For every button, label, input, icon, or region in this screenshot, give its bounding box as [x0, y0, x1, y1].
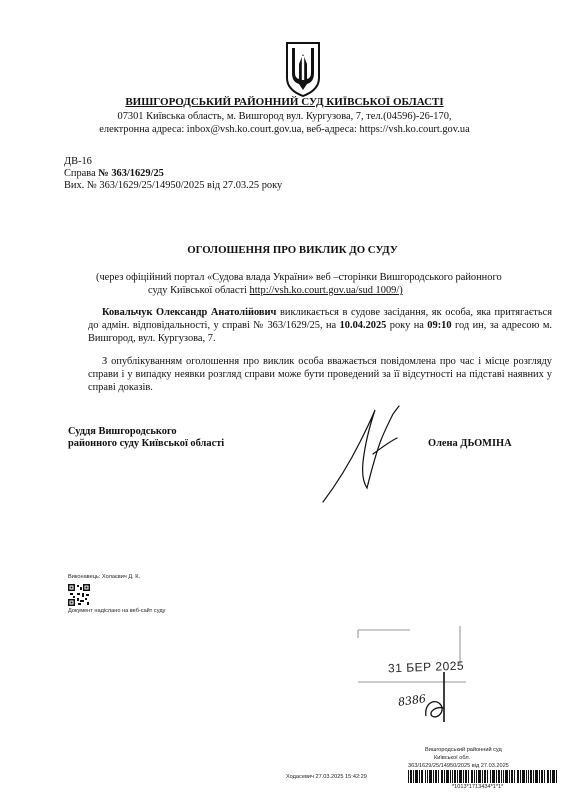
person-name: Ковальчук Олександр Анатолійович — [102, 307, 277, 318]
subtitle-line-1: (через офіційний портал «Судова влада України» веб –сторінки Вишгородського районного — [96, 272, 502, 283]
subtitle-line-2 — [148, 284, 403, 297]
document-title: ОГОЛОШЕННЯ ПРО ВИКЛИК ДО СУДУ — [187, 244, 398, 256]
summons-text-1: викликається в судове засідання, як особа, яка притягається до адмін. відповідальності, у справі № 363/1629/25, на — [88, 307, 552, 331]
qr-code — [68, 584, 90, 606]
outgoing-number: Вих. № 363/1629/25/14950/2025 від 27.03.25 року — [64, 180, 283, 191]
court-website-link[interactable]: http://vsh.ko.court.gov.ua/sud 1009/) — [249, 285, 403, 296]
summons-paragraph — [88, 306, 552, 345]
court-name: ВИШГОРОДСЬКИЙ РАЙОННИЙ СУД КИЇВСЬКОЇ ОБЛАСТІ — [125, 96, 444, 108]
judge-position-line-2: районного суду Київської області — [68, 438, 225, 449]
registration-region: Київської обл. — [434, 755, 471, 761]
barcode-text: *1013*1713434*1*1* — [452, 784, 504, 790]
form-code: ДВ-16 — [64, 156, 92, 167]
summons-text-2: року на — [386, 320, 428, 331]
stamp-date: 31 БЕР 2025 — [387, 658, 465, 676]
registration-court: Вишгородський районний суд — [425, 747, 502, 753]
notice-paragraph: З опублікуванням оголошення про виклик особа вважається повідомлена про час і місце розгляду справи і у випадку неявки розгляд справи може бути проведений за її відсутності на підставі наявних у справі доказів. — [88, 356, 552, 393]
stamp-number: 8386 — [397, 692, 427, 709]
executor-name: Виконавець: Холаєвич Д. К. — [68, 574, 141, 580]
coat-of-arms-icon — [283, 40, 323, 98]
court-contacts: електронна адреса: inbox@vsh.ko.court.gov.ua, веб-адреса: https://vsh.ko.court.gov.ua — [99, 124, 470, 135]
subtitle-text: суду Київської області — [148, 285, 250, 296]
case-number-prefix: Справа — [64, 168, 99, 179]
case-number-value: № 363/1629/25 — [98, 168, 164, 179]
barcode — [408, 770, 558, 783]
document-created: Ходасевич 27.03.2025 15:42:29 — [286, 774, 367, 780]
court-address: 07301 Київська область, м. Вишгород вул. Кургузова, 7, тел.(04596)-26-170, — [117, 111, 452, 122]
hearing-date: 10.04.2025 — [339, 320, 387, 331]
website-upload-note: Документ надіслано на веб-сайт суду — [68, 608, 166, 614]
judge-position-line-1: Суддя Вишгородського — [68, 426, 177, 437]
judge-signature — [305, 398, 415, 508]
registration-number: 363/1629/25/14950/2025 від 27.03.2025 — [408, 763, 509, 769]
summons-text-3: год ин, за адресою м. Вишгород, вул. Кургузова, 7. — [88, 320, 552, 344]
hearing-time: 09:10 — [427, 320, 452, 331]
judge-name: Олена ДЬОМІНА — [428, 438, 512, 449]
